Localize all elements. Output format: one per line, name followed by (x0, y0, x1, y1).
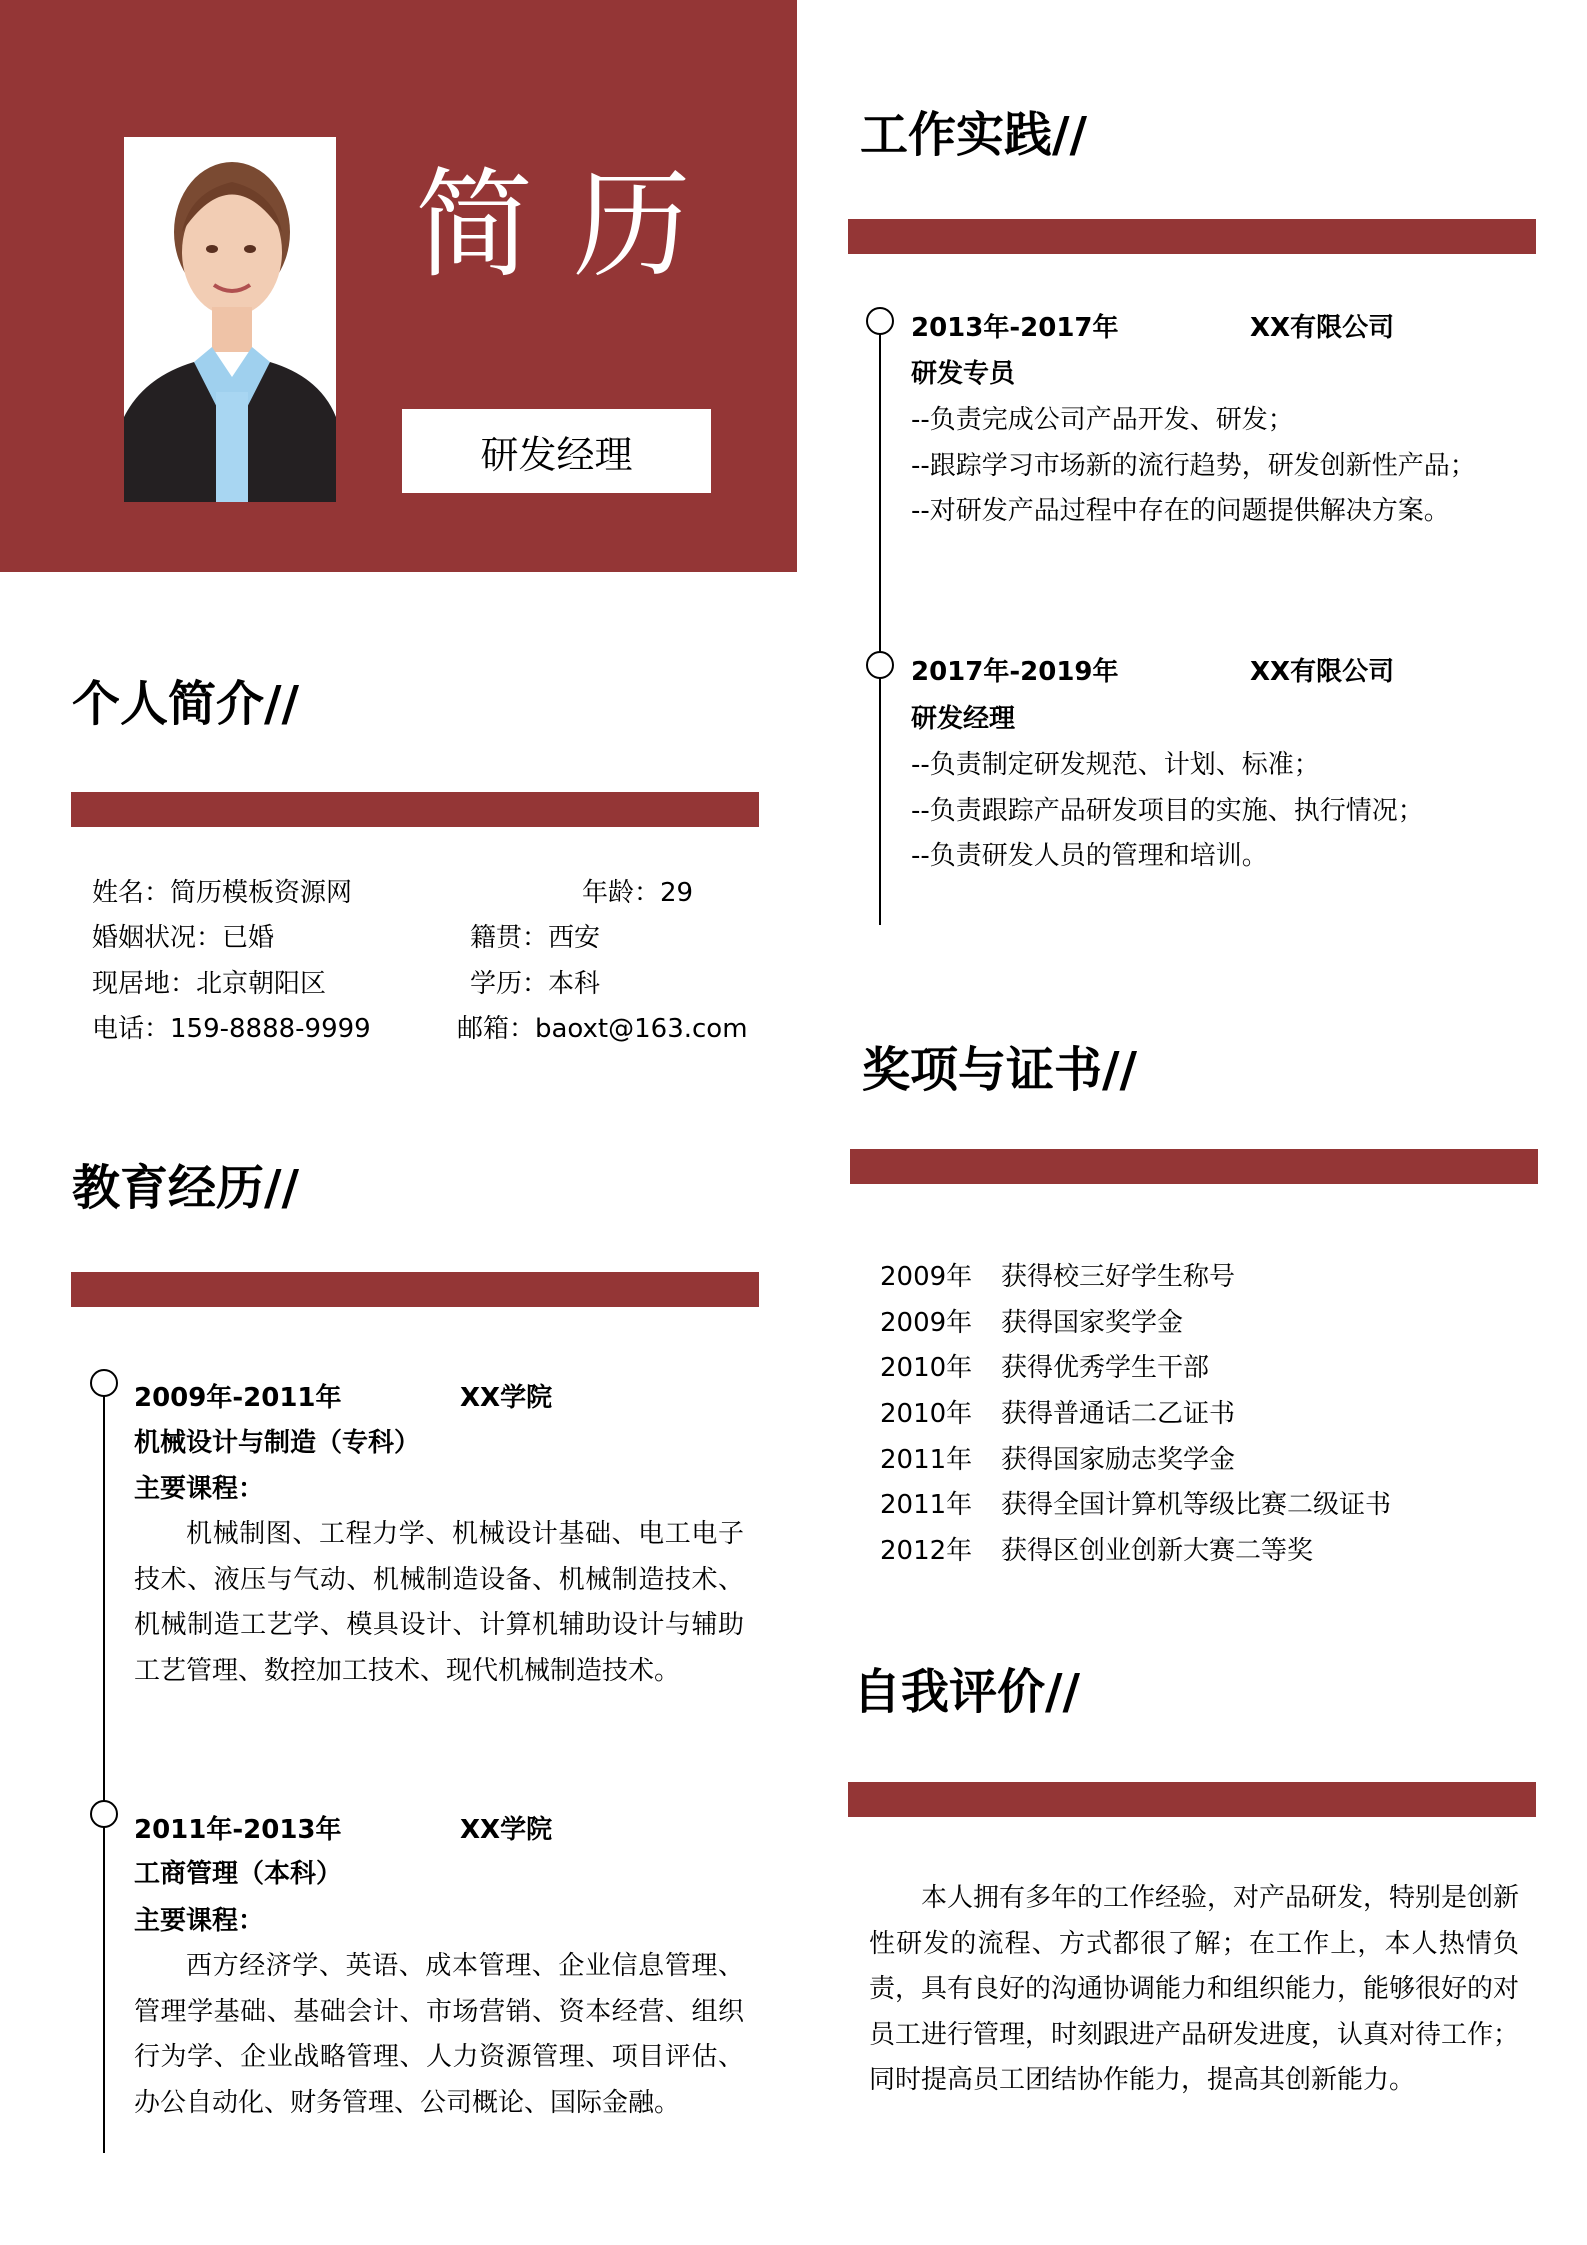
profile-age: 年龄：29 (582, 878, 694, 908)
work-duty: --负责跟踪产品研发项目的实施、执行情况； (911, 796, 1424, 826)
education-school: XX学院 (460, 1383, 553, 1413)
self-eval-text: 本人拥有多年的工作经验，对产品研发，特别是创新性研发的流程、方式都很了解；在工作上，本人热情负责，具有良好的沟通协调能力和组织能力，能够很好的对员工进行管理，时刻跟进产品研发进度，认真对待工作；同时提高员工团结协作能力，提高其创新能力。 (869, 1883, 1520, 2095)
section-bar-work (848, 219, 1536, 254)
award-year: 2010年 (880, 1353, 973, 1383)
award-year: 2010年 (880, 1399, 973, 1429)
job-title-box (402, 409, 711, 493)
section-bar-education (71, 1272, 759, 1307)
profile-hometown: 籍贯：西安 (470, 923, 601, 953)
award-title: 获得国家励志奖学金 (1001, 1445, 1236, 1475)
work-duty: --负责研发人员的管理和培训。 (911, 841, 1268, 871)
award-title: 获得优秀学生干部 (1001, 1353, 1210, 1383)
profile-phone: 电话：159-8888-9999 (92, 1014, 371, 1044)
section-bar-profile (71, 792, 759, 827)
timeline-node-icon (90, 1800, 118, 1828)
education-school: XX学院 (460, 1815, 553, 1845)
portrait-image-icon (124, 137, 336, 502)
work-role: 研发经理 (911, 704, 1016, 734)
section-title-education: 教育经历// (72, 1160, 300, 1216)
education-period: 2011年-2013年 (134, 1815, 342, 1845)
award-year: 2009年 (880, 1262, 973, 1292)
award-title: 获得国家奖学金 (1001, 1308, 1184, 1338)
job-title: 研发经理 (480, 432, 633, 477)
timeline-node-icon (866, 651, 894, 679)
award-year: 2011年 (880, 1445, 973, 1475)
education-timeline-line (103, 1396, 105, 2153)
award-title: 获得全国计算机等级比赛二级证书 (1001, 1490, 1392, 1520)
section-bar-self-eval (848, 1782, 1536, 1817)
profile-email[interactable]: 邮箱：baoxt@163.com (457, 1014, 748, 1044)
award-year: 2009年 (880, 1308, 973, 1338)
work-period: 2017年-2019年 (911, 657, 1119, 687)
work-role: 研发专员 (911, 359, 1016, 389)
education-period: 2009年-2011年 (134, 1383, 342, 1413)
education-courses: 机械制图、工程力学、机械设计基础、电工电子技术、液压与气动、机械制造设备、机械制造技术、机械制造工艺学、模具设计、计算机辅助设计与辅助工艺管理、数控加工技术、现代机械制造技术。 (134, 1519, 744, 1686)
section-title-profile: 个人简介// (72, 676, 300, 732)
portrait-photo (124, 137, 336, 502)
section-bar-awards (850, 1149, 1538, 1184)
award-title: 获得普通话二乙证书 (1001, 1399, 1236, 1429)
work-duty: --跟踪学习市场新的流行趋势，研发创新性产品； (911, 451, 1476, 481)
profile-residence: 现居地：北京朝阳区 (92, 969, 327, 999)
award-title: 获得校三好学生称号 (1001, 1262, 1236, 1292)
work-timeline-line (879, 334, 881, 925)
education-courses: 西方经济学、英语、成本管理、企业信息管理、管理学基础、基础会计、市场营销、资本经营、组织行为学、企业战略管理、人力资源管理、项目评估、办公自动化、财务管理、公司概论、国际金融。 (134, 1951, 744, 2118)
education-major: 工商管理（本科） (134, 1859, 343, 1889)
work-company: XX有限公司 (1250, 657, 1395, 687)
profile-education: 学历：本科 (470, 969, 601, 999)
work-company: XX有限公司 (1250, 313, 1395, 343)
award-year: 2012年 (880, 1536, 973, 1566)
resume-title: 简历 (415, 156, 732, 294)
education-courses-label: 主要课程： (134, 1906, 265, 1936)
work-period: 2013年-2017年 (911, 313, 1119, 343)
work-duty: --负责制定研发规范、计划、标准； (911, 750, 1320, 780)
work-duty: --对研发产品过程中存在的问题提供解决方案。 (911, 496, 1450, 526)
timeline-node-icon (90, 1369, 118, 1397)
timeline-node-icon (866, 307, 894, 335)
work-duty: --负责完成公司产品开发、研发； (911, 405, 1294, 435)
section-title-work: 工作实践// (860, 107, 1088, 163)
section-title-awards: 奖项与证书// (862, 1042, 1138, 1098)
education-major: 机械设计与制造（专科） (134, 1428, 421, 1458)
section-title-self-eval: 自我评价// (853, 1664, 1081, 1720)
profile-marital: 婚姻状况：已婚 (92, 923, 275, 953)
award-year: 2011年 (880, 1490, 973, 1520)
profile-name: 姓名：简历模板资源网 (92, 878, 353, 908)
award-title: 获得区创业创新大赛二等奖 (1001, 1536, 1314, 1566)
education-courses-label: 主要课程： (134, 1474, 265, 1504)
